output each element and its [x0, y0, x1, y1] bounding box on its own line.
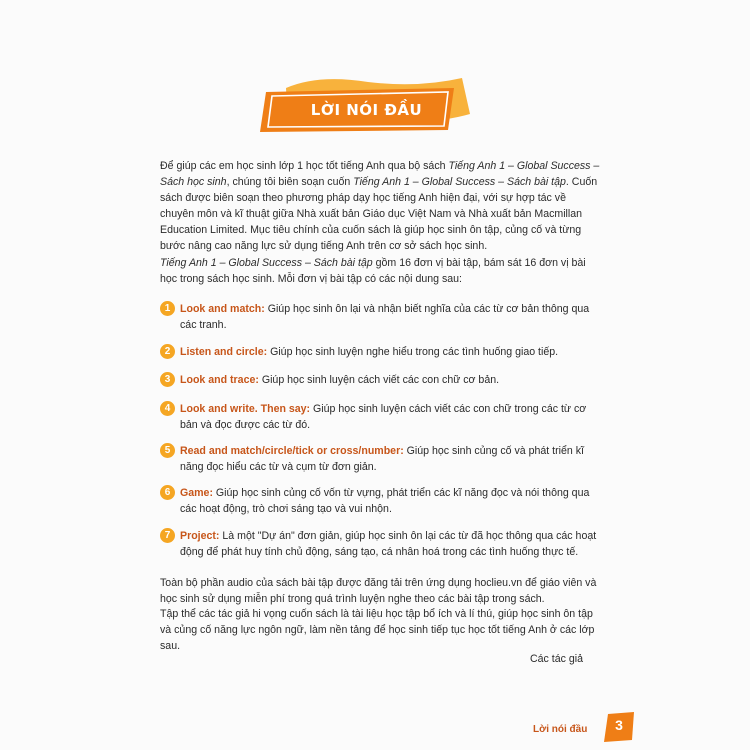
page-title: LỜI NÓI ĐẦU — [310, 101, 423, 119]
list-item: 4 Look and write. Then say: Giúp học sinh luyện cách viết các con chữ trong các từ cơ bản và đọc được các từ đó. — [160, 401, 600, 433]
intro-paragraph: Để giúp các em học sinh lớp 1 học tốt tiếng Anh qua bộ sách Tiếng Anh 1 – Global Success – Sách học sinh, chúng tôi biên soạn cuốn Tiếng Anh 1 – Global Success – Sách bài tập. Cuốn sách được biên soạn theo phương pháp dạy học tiếng Anh hiện đại, với sự hợp tác về chuyên môn và kĩ thuật giữa Nhà xuất bản Giáo dục Việt Nam và Nhà xuất bản Macmillan Education Limited. Mục tiêu chính của cuốn sách là giúp học sinh ôn tập, củng cố và từng bước nâng cao năng lực sử dụng tiếng Anh trên cơ sở sách học sinh. — [160, 160, 600, 252]
author-signature: Các tác giả — [530, 653, 583, 665]
number-badge: 1 — [160, 301, 175, 316]
list-item: 3 Look and trace: Giúp học sinh luyện cách viết các con chữ cơ bản. — [160, 372, 499, 388]
title-banner — [258, 74, 470, 136]
hope-paragraph: Tập thể các tác giả hi vọng cuốn sách là tài liệu học tập bổ ích và lí thú, giúp học sinh ôn tập và củng cố năng lực ngôn ngữ, làm nền tảng để học sinh tiếp tục học tốt tiếng Anh ở các lớp sau. — [160, 608, 595, 652]
number-badge: 6 — [160, 485, 175, 500]
list-item: 5 Read and match/circle/tick or cross/number: Giúp học sinh củng cố và phát triển kĩ năng đọc hiểu các từ và cụm từ đơn giản. — [160, 443, 600, 475]
number-badge: 4 — [160, 401, 175, 416]
number-badge: 5 — [160, 443, 175, 458]
list-item: 6 Game: Giúp học sinh củng cố vốn từ vựng, phát triển các kĩ năng đọc và nói thông qua các hoạt động, trò chơi sáng tạo và vui nhộn. — [160, 485, 600, 517]
number-badge: 7 — [160, 528, 175, 543]
page-number: 3 — [615, 717, 623, 733]
footer-section-label: Lời nói đầu — [533, 724, 588, 735]
list-item: 7 Project: Là một "Dự án" đơn giản, giúp học sinh ôn lại các từ đã học thông qua các hoạt động để phát huy tính chủ động, sáng tạo, cá nhân hoá trong các tình huống thực tế. — [160, 528, 600, 560]
page-number-badge — [604, 712, 638, 742]
list-item: 1 Look and match: Giúp học sinh ôn lại và nhận biết nghĩa của các từ cơ bản thông qua các tranh. — [160, 301, 600, 333]
list-item: 2 Listen and circle: Giúp học sinh luyện nghe hiểu trong các tình huống giao tiếp. — [160, 344, 558, 360]
number-badge: 3 — [160, 372, 175, 387]
structure-paragraph: Tiếng Anh 1 – Global Success – Sách bài tập gồm 16 đơn vị bài tập, bám sát 16 đơn vị bài học trong sách học sinh. Mỗi đơn vị bài tập có các nội dung sau: — [160, 257, 586, 285]
number-badge: 2 — [160, 344, 175, 359]
audio-paragraph: Toàn bộ phần audio của sách bài tập được đăng tải trên ứng dụng hoclieu.vn để giáo viên và học sinh sử dụng miễn phí trong quá trình luyện nghe theo các bài tập trong sách. — [160, 577, 597, 605]
